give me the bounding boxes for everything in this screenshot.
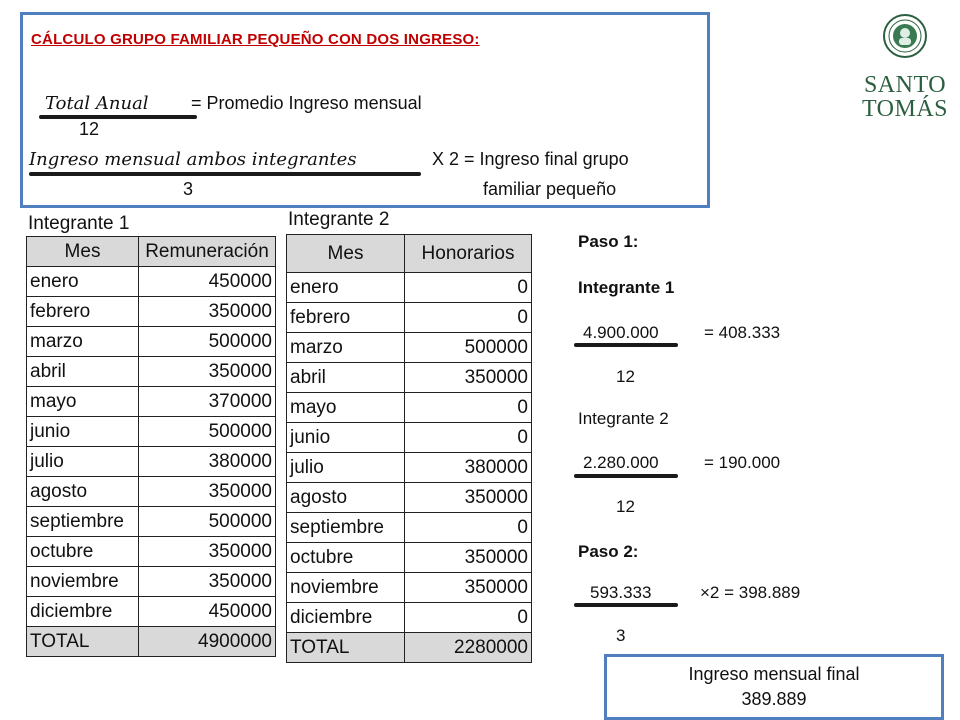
paso2-label: Paso 2: xyxy=(578,542,639,561)
month-cell: julio xyxy=(287,453,405,483)
amount-cell: 350000 xyxy=(139,567,276,597)
logo-line2: TOMÁS xyxy=(861,96,949,122)
table-row xyxy=(27,417,276,447)
amount-cell: 500000 xyxy=(405,333,532,363)
formula1-denominator: 12 xyxy=(79,119,100,139)
seal-icon xyxy=(855,12,955,64)
table-row xyxy=(287,453,532,483)
total-row xyxy=(27,627,276,657)
total-amount-cell: 2280000 xyxy=(405,633,532,663)
p2-result: ×2 = 398.889 xyxy=(700,583,801,602)
amount-cell: 500000 xyxy=(139,417,276,447)
formula-box xyxy=(20,12,710,208)
table-row xyxy=(27,537,276,567)
amount-cell: 0 xyxy=(405,513,532,543)
formula1-fraction-line xyxy=(39,115,197,119)
formula1-numerator: Total Anual xyxy=(45,93,149,114)
i2-denominator: 12 xyxy=(616,497,635,516)
amount-cell: 370000 xyxy=(139,387,276,417)
table-row xyxy=(287,333,532,363)
table-row xyxy=(287,363,532,393)
month-cell: abril xyxy=(27,357,139,387)
month-cell: abril xyxy=(287,363,405,393)
table-row xyxy=(27,477,276,507)
i1-fraction-line xyxy=(574,343,678,347)
table-row xyxy=(27,567,276,597)
table-row xyxy=(287,513,532,543)
table-row xyxy=(27,597,276,627)
amount-cell: 0 xyxy=(405,603,532,633)
p2-fraction-line xyxy=(574,603,678,607)
table-row xyxy=(27,357,276,387)
formula-title: CÁLCULO GRUPO FAMILIAR PEQUEÑO CON DOS INGRESO: xyxy=(31,31,480,48)
amount-cell: 500000 xyxy=(139,507,276,537)
table-row xyxy=(287,393,532,423)
month-cell: febrero xyxy=(287,303,405,333)
integrante1-label: Integrante 1 xyxy=(578,278,675,297)
table1-header-mes: Mes xyxy=(27,237,139,267)
table-row xyxy=(287,483,532,513)
amount-cell: 380000 xyxy=(405,453,532,483)
month-cell: noviembre xyxy=(287,573,405,603)
integrante2-label: Integrante 2 xyxy=(578,409,669,428)
formula2-denominator: 3 xyxy=(183,179,194,199)
i1-result: = 408.333 xyxy=(704,323,781,342)
amount-cell: 350000 xyxy=(139,477,276,507)
p2-numerator: 593.333 xyxy=(590,583,652,602)
month-cell: mayo xyxy=(287,393,405,423)
result-value: 389.889 xyxy=(741,689,807,709)
month-cell: enero xyxy=(287,273,405,303)
table-row xyxy=(27,327,276,357)
table-row xyxy=(287,303,532,333)
formula2-rest2: familiar pequeño xyxy=(483,179,617,199)
amount-cell: 0 xyxy=(405,423,532,453)
formula1-rest: = Promedio Ingreso mensual xyxy=(191,93,422,113)
table-row xyxy=(287,573,532,603)
table-row xyxy=(287,543,532,573)
month-cell: julio xyxy=(27,447,139,477)
amount-cell: 350000 xyxy=(405,573,532,603)
month-cell: agosto xyxy=(27,477,139,507)
month-cell: septiembre xyxy=(287,513,405,543)
amount-cell: 350000 xyxy=(405,483,532,513)
amount-cell: 350000 xyxy=(139,357,276,387)
table2-header-mes: Mes xyxy=(287,235,405,273)
month-cell: diciembre xyxy=(27,597,139,627)
month-cell: septiembre xyxy=(27,507,139,537)
table-row xyxy=(27,297,276,327)
amount-cell: 0 xyxy=(405,303,532,333)
amount-cell: 0 xyxy=(405,393,532,423)
month-cell: marzo xyxy=(27,327,139,357)
amount-cell: 350000 xyxy=(139,537,276,567)
santo-tomas-logo xyxy=(855,12,955,132)
formula2-rest: X 2 = Ingreso final grupo xyxy=(432,149,629,169)
amount-cell: 500000 xyxy=(139,327,276,357)
table-row xyxy=(27,507,276,537)
formula2-fraction-line xyxy=(29,172,421,176)
table1-header-remuneracion: Remuneración xyxy=(139,237,276,267)
total-label-cell: TOTAL xyxy=(27,627,139,657)
calculation-steps xyxy=(578,232,878,652)
month-cell: enero xyxy=(27,267,139,297)
month-cell: mayo xyxy=(27,387,139,417)
total-amount-cell: 4900000 xyxy=(139,627,276,657)
table-row xyxy=(27,447,276,477)
formula2-numerator: Ingreso mensual ambos integrantes xyxy=(29,149,357,170)
month-cell: noviembre xyxy=(27,567,139,597)
table-row xyxy=(287,273,532,303)
logo-line1: SANTO xyxy=(863,72,947,98)
table-integrante-2 xyxy=(286,234,532,663)
amount-cell: 350000 xyxy=(405,543,532,573)
table-row xyxy=(287,603,532,633)
i2-numerator: 2.280.000 xyxy=(583,453,659,472)
table-integrante-1 xyxy=(26,236,276,657)
i1-numerator: 4.900.000 xyxy=(583,323,659,342)
month-cell: octubre xyxy=(27,537,139,567)
amount-cell: 450000 xyxy=(139,267,276,297)
i1-denominator: 12 xyxy=(616,367,635,386)
amount-cell: 0 xyxy=(405,273,532,303)
table1-title: Integrante 1 xyxy=(28,213,130,234)
result-label: Ingreso mensual final xyxy=(688,664,860,684)
amount-cell: 350000 xyxy=(405,363,532,393)
i2-fraction-line xyxy=(574,474,678,478)
result-box xyxy=(604,654,944,720)
amount-cell: 350000 xyxy=(139,297,276,327)
p2-denominator: 3 xyxy=(616,626,626,645)
month-cell: octubre xyxy=(287,543,405,573)
i2-result: = 190.000 xyxy=(704,453,781,472)
month-cell: junio xyxy=(27,417,139,447)
amount-cell: 450000 xyxy=(139,597,276,627)
total-label-cell: TOTAL xyxy=(287,633,405,663)
month-cell: agosto xyxy=(287,483,405,513)
table2-header-honorarios: Honorarios xyxy=(405,235,532,273)
total-row xyxy=(287,633,532,663)
table-row xyxy=(27,387,276,417)
month-cell: junio xyxy=(287,423,405,453)
month-cell: febrero xyxy=(27,297,139,327)
amount-cell: 380000 xyxy=(139,447,276,477)
month-cell: marzo xyxy=(287,333,405,363)
table-row xyxy=(27,267,276,297)
month-cell: diciembre xyxy=(287,603,405,633)
paso1-label: Paso 1: xyxy=(578,232,639,251)
table2-title: Integrante 2 xyxy=(288,209,390,230)
table-row xyxy=(287,423,532,453)
